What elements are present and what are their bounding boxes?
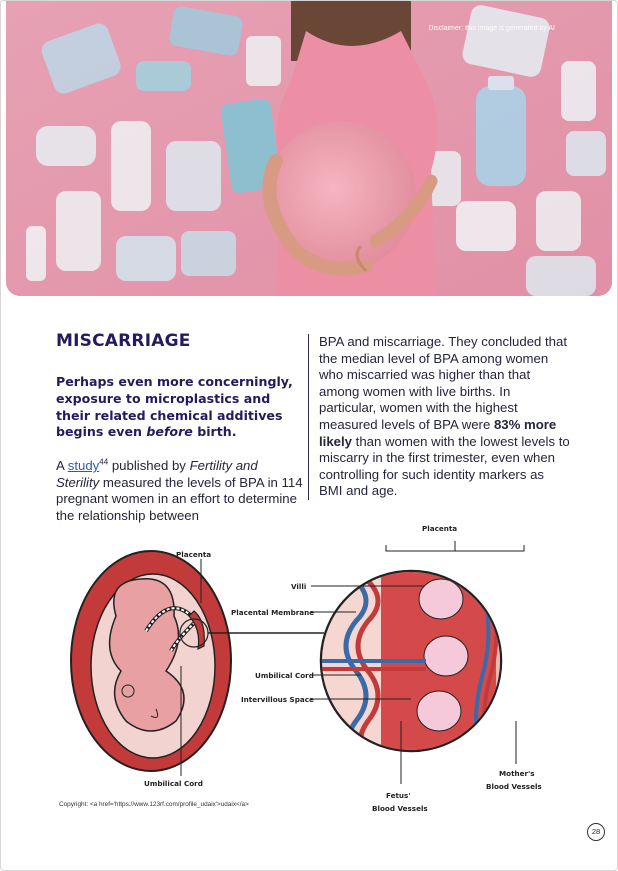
label-placental-membrane: Placental Membrane [231,608,315,617]
label-intervillous: Intervillous Space [241,695,314,704]
page-number: 28 [587,823,605,841]
intro-prefix: A [56,458,68,474]
label-placenta-top: Placenta [422,524,458,533]
section-heading: MISCARRIAGE [56,331,191,351]
placenta-diagram [56,521,566,821]
footnote-ref: 44 [99,457,109,467]
lede-text-end: birth. [192,424,237,440]
ai-disclaimer: Disclaimer: this image is generated by AI [428,25,555,32]
study-link[interactable]: study [67,458,100,474]
intro-text: published by [108,458,190,474]
right-highlight: 83% more likely [319,416,557,449]
right-column [308,334,570,500]
lede-emphasis: before [146,424,193,440]
magnified-placenta [321,561,526,761]
left-column [56,331,304,525]
intro-paragraph [56,458,304,524]
label-fetus-vessels-1: Fetus' [386,791,411,800]
label-umbilical-left: Umbilical Cord [144,779,203,788]
intro-text-rest: measured the levels of BPA in 114 pregnant women in an effort to determine the relationship between [56,474,303,523]
label-placenta-left: Placenta [176,550,212,559]
label-mother-vessels-2: Blood Vessels [486,782,542,791]
label-umbilical-mid: Umbilical Cord [255,671,314,680]
uterus-illustration [71,551,231,771]
pregnant-woman-plastics-illustration [6,1,612,296]
label-villi: Villi [291,582,307,591]
journal-name: Fertility and Sterility [56,458,258,490]
label-fetus-vessels-2: Blood Vessels [372,804,428,813]
image-copyright: Copyright: <a href='https://www.123rf.com/profile_udaix'>udaix</a> [59,801,249,808]
right-text: BPA and miscarriage. They concluded that the median level of BPA among women who miscarried was higher than that among women with live births. In particular, women with the highest measured levels of BPA were [319,334,568,432]
right-text-end: than women with the lowest levels to miscarry in the first trimester, even when controlling for such identity markers as BMI and age. [319,433,570,499]
lede-text: Perhaps even more concerningly, exposure to microplastics and their related chemical additives begins even [56,374,293,440]
label-mother-vessels-1: Mother's [499,769,535,778]
hero-image [6,1,612,296]
lede-paragraph [56,374,304,441]
